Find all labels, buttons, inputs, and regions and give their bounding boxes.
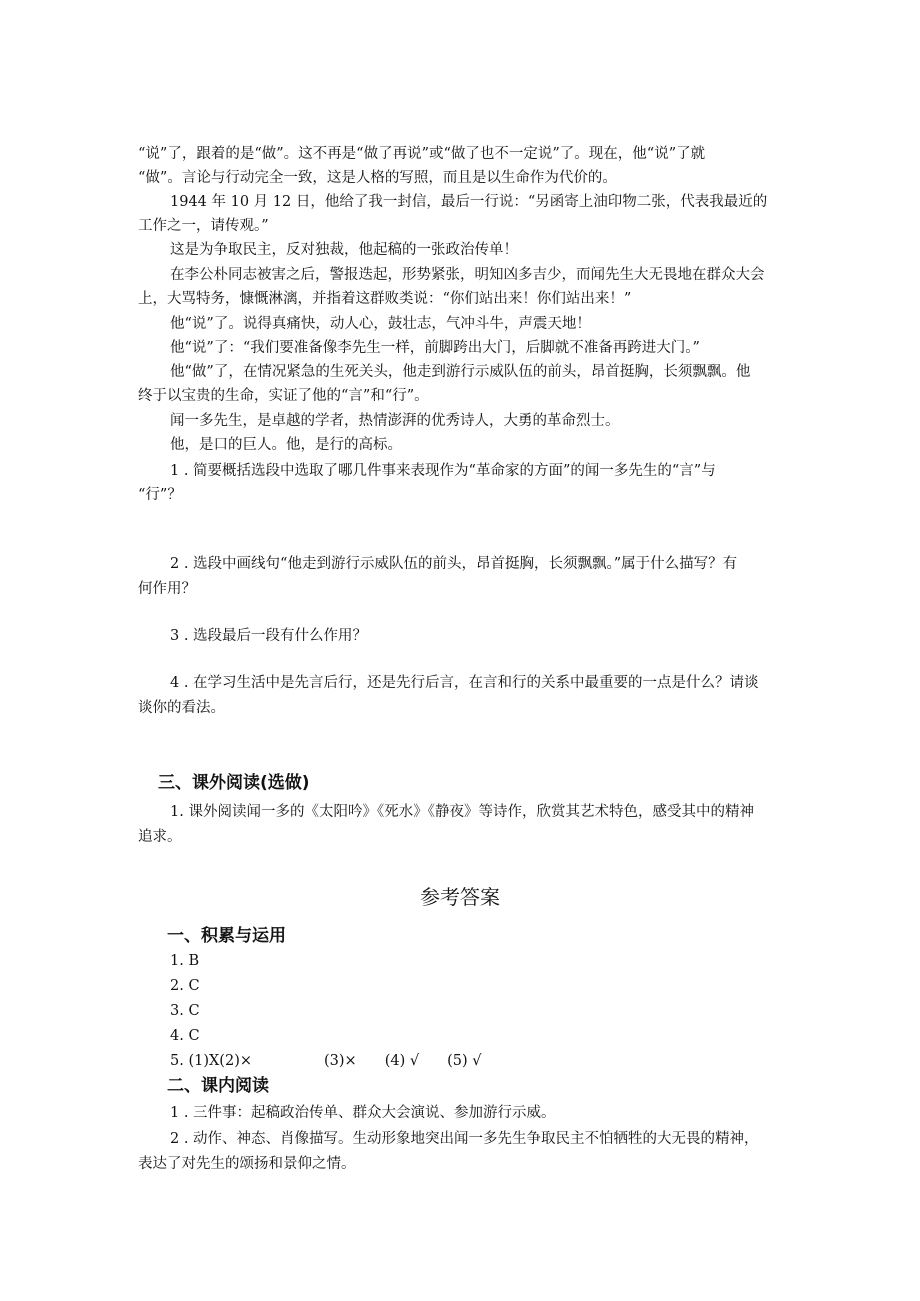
answers-section-1-heading: 一、积累与运用	[167, 926, 286, 946]
answer-item: 2. C	[170, 978, 200, 994]
answer-item: 3. C	[170, 1003, 200, 1019]
answer-item: 2 . 动作、神态、肖像描写。生动形象地突出闻一多先生争取民主不怕牺牲的大无畏的精神，	[170, 1131, 759, 1147]
question-1-cont: “行”？	[138, 487, 182, 503]
passage-line: 上，大骂特务，慷慨淋漓，并指着这群败类说：“你们站出来！你们站出来！”	[138, 291, 632, 307]
passage-line: 闻一多先生，是卓越的学者，热情澎湃的优秀诗人，大勇的革命烈士。	[170, 413, 620, 429]
question-1: 1 . 简要概括选段中选取了哪几件事来表现作为“革命家的方面”的闻一多先生的“言”与	[170, 463, 716, 479]
answer-item: 4. C	[170, 1028, 200, 1044]
passage-line: 他“做”了，在情况紧急的生死关头，他走到游行示威队伍的前头，昂首挺胸，长须飘飘。他	[170, 364, 751, 380]
answers-section-2-heading: 二、课内阅读	[167, 1076, 269, 1096]
question-4: 4 . 在学习生活中是先言后行，还是先行后言，在言和行的关系中最重要的一点是什么？请谈	[170, 675, 759, 691]
question-2: 2 . 选段中画线句“他走到游行示威队伍的前头，昂首挺胸，长须飘飘。”属于什么描写？有	[170, 556, 738, 572]
passage-line: 他“说”了。说得真痛快，动人心，鼓壮志，气冲斗牛，声震天地！	[170, 316, 591, 332]
answer-5-part: 5. (1)X(2)×	[170, 1053, 252, 1069]
answer-key-title: 参考答案	[420, 885, 500, 909]
passage-line: 他“说”了：“我们要准备像李先生一样，前脚跨出大门，后脚就不准备再跨进大门。”	[170, 340, 700, 356]
question-2-cont: 何作用？	[138, 581, 196, 597]
question-4-cont: 谈你的看法。	[138, 700, 225, 716]
section-3-item: 1. 课外阅读闻一多的《太阳吟》《死水》《静夜》等诗作，欣赏其艺术特色，感受其中的精神	[170, 804, 754, 820]
answer-item: 1. B	[170, 953, 200, 969]
answer-item-cont: 表达了对先生的颂扬和景仰之情。	[138, 1156, 356, 1172]
answer-item: 1 . 三件事：起稿政治传单、群众大会演说、参加游行示威。	[170, 1105, 556, 1121]
answer-5-part: (3)×	[324, 1053, 357, 1069]
passage-line: 他，是口的巨人。他，是行的高标。	[170, 437, 402, 453]
answer-5-part: (5) √	[447, 1053, 482, 1069]
passage-line: “做”。言论与行动完全一致，这是人格的写照，而且是以生命作为代价的。	[138, 170, 617, 186]
passage-line: 在李公朴同志被害之后，警报迭起，形势紧张，明知凶多吉少，而闻先生大无畏地在群众大会	[170, 267, 765, 283]
answer-item-5	[170, 1050, 481, 1072]
passage-line: 这是为争取民主，反对独裁，他起稿的一张政治传单！	[170, 242, 518, 258]
passage-line: 工作之一，请传观。”	[138, 218, 269, 234]
question-3: 3 . 选段最后一段有什么作用？	[170, 628, 368, 644]
answer-5-part: (4) √	[384, 1053, 420, 1069]
section-3-heading: 三、课外阅读(选做)	[158, 773, 310, 793]
passage-line: “说”了，跟着的是“做”。这不再是“做了再说”或“做了也不一定说”了。现在，他“说”了就	[138, 146, 706, 162]
section-3-item-cont: 追求。	[138, 829, 182, 845]
passage-line: 终于以宝贵的生命，实证了他的“言”和“行”。	[138, 388, 429, 404]
passage-line: 1944 年 10 月 12 日，他给了我一封信，最后一行说：“另函寄上油印物二张，代表我最近的	[170, 194, 768, 210]
